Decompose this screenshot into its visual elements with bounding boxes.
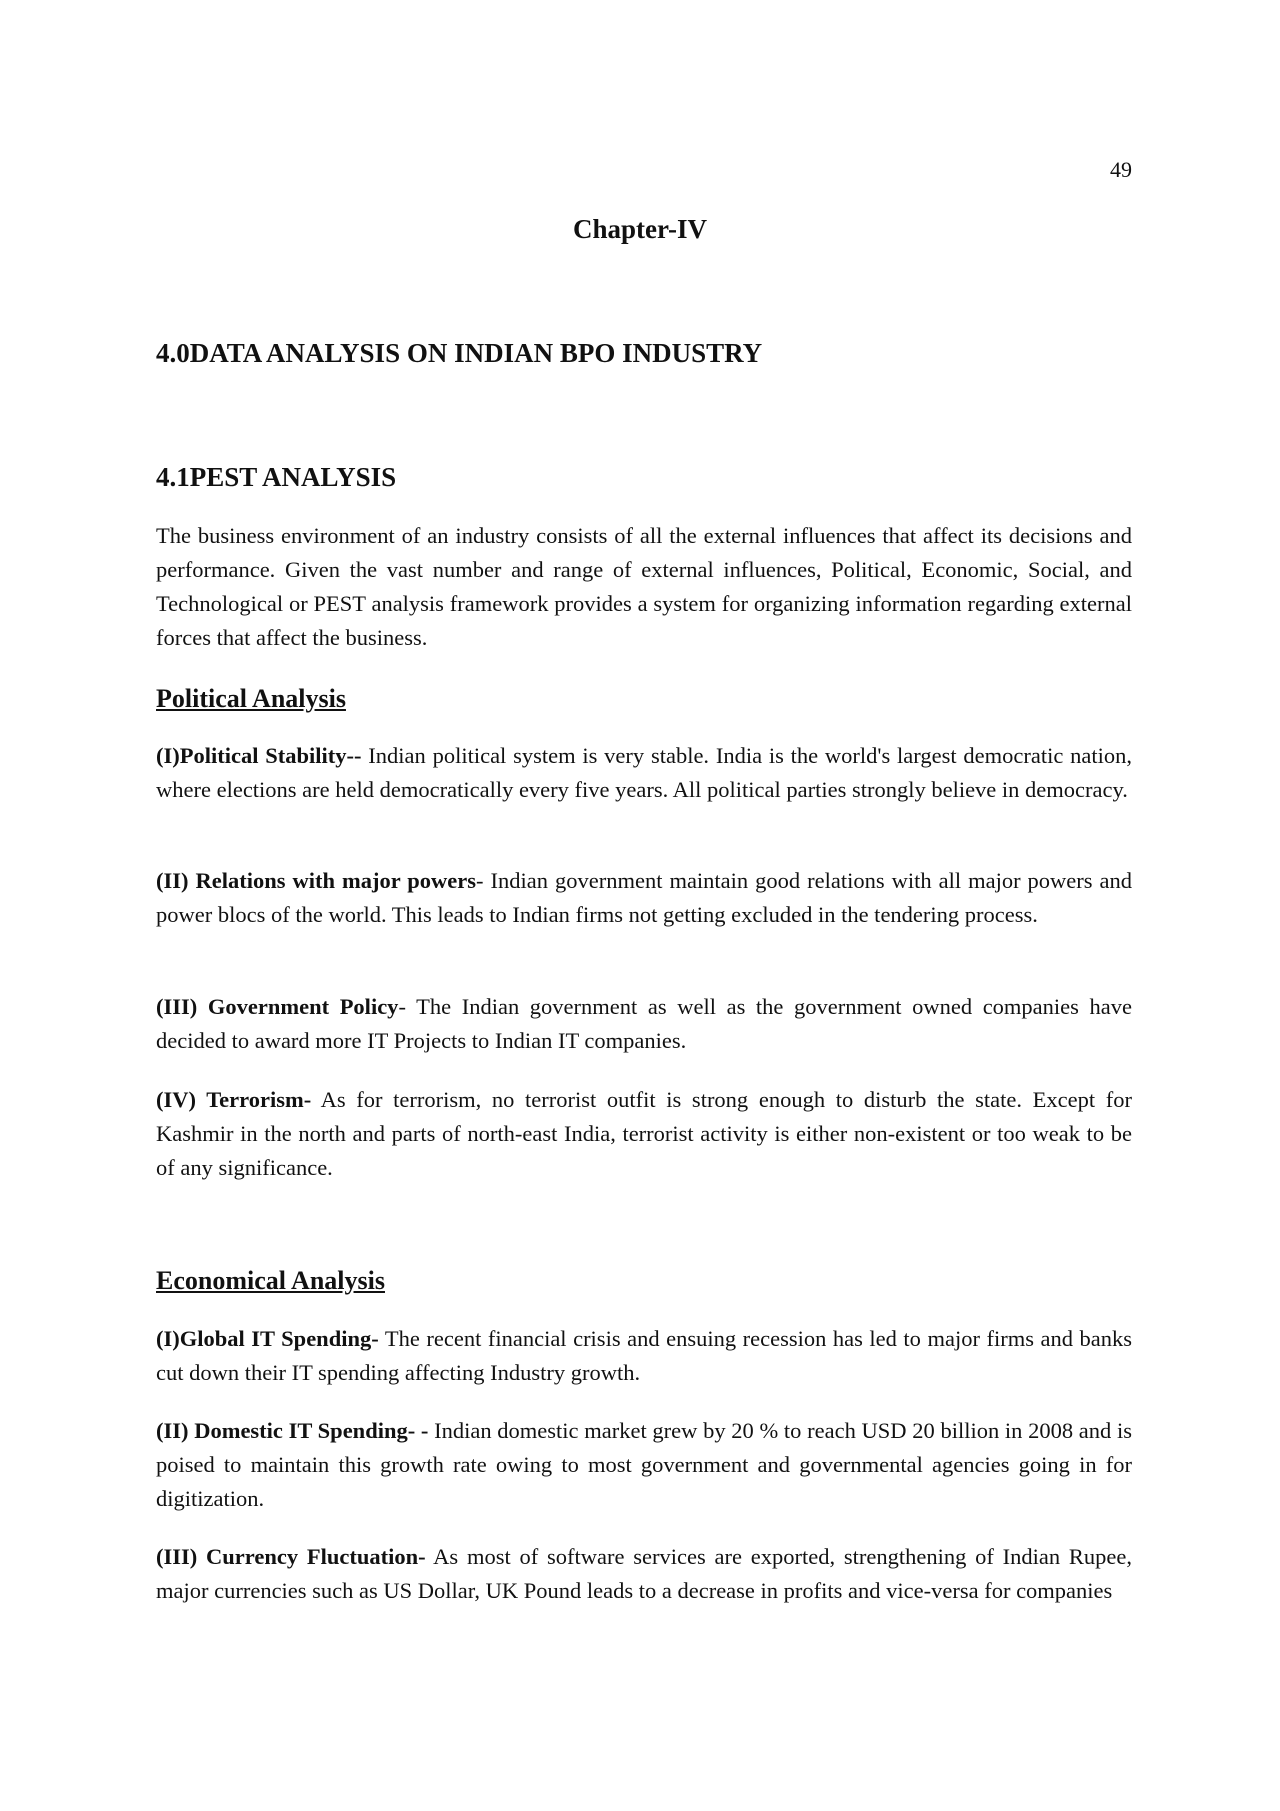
intro-paragraph: The business environment of an industry consists of all the external influences that affect its decisions and performance. Given the vast number and range of external influences, Political, Economic, Social, and Technological or PEST analysis framework provides a system for organizing information regarding external forces that affect the business. xyxy=(156,523,1132,650)
political-item-3 xyxy=(156,990,1132,1058)
political-item-2-label: (II) Relations with major powers xyxy=(156,868,477,893)
economical-item-2-label: (II) Domestic IT Spending- - xyxy=(156,1418,429,1443)
political-item-4-text: As for terrorism, no terrorist outfit is strong enough to disturb the state. Except for Kashmir in the north and parts of north-east India, terrorist activity is either non-existent or too weak to be of any significance. xyxy=(156,1087,1132,1180)
economical-item-3-text: As most of software services are exported, strengthening of Indian Rupee, major currencies such as US Dollar, UK Pound leads to a decrease in profits and vice-versa for companies xyxy=(156,1544,1133,1603)
economical-item-1-text: The recent financial crisis and ensuing recession has led to major firms and banks cut down their IT spending affecting Industry growth. xyxy=(156,1326,1132,1385)
economical-item-2 xyxy=(156,1414,1132,1516)
main-heading: 4.0DATA ANALYSIS ON INDIAN BPO INDUSTRY xyxy=(156,338,763,368)
economical-item-1 xyxy=(156,1322,1132,1390)
political-item-3-label: (III) Government Policy xyxy=(156,994,399,1019)
section-heading: 4.1PEST ANALYSIS xyxy=(156,462,397,492)
political-item-1-text: Indian political system is very stable. India is the world's largest democratic nation, where elections are held democratically every five years. All political parties strongly believe in democracy. xyxy=(156,743,1132,802)
economical-analysis-heading: Economical Analysis xyxy=(156,1266,385,1295)
political-item-2 xyxy=(156,864,1132,932)
political-item-2-text: - Indian government maintain good relations with all major powers and power blocs of the world. This leads to Indian firms not getting excluded in the tendering process. xyxy=(156,868,1133,927)
political-item-4-label: (IV) Terrorism- xyxy=(156,1087,312,1112)
political-item-3-text: - The Indian government as well as the government owned companies have decided to award more IT Projects to Indian IT companies. xyxy=(156,994,1132,1053)
political-item-1-label: (I)Political Stability-- xyxy=(156,743,362,768)
economical-item-3 xyxy=(156,1540,1132,1608)
page-number: 49 xyxy=(1110,157,1132,182)
economical-item-2-text: Indian domestic market grew by 20 % to reach USD 20 billion in 2008 and is poised to maintain this growth rate owing to most government and governmental agencies going in for digitization. xyxy=(156,1418,1133,1511)
political-item-1 xyxy=(156,739,1132,807)
chapter-title: Chapter-IV xyxy=(573,214,707,244)
economical-item-1-label: (I)Global IT Spending- xyxy=(156,1326,379,1351)
economical-item-3-label: (III) Currency Fluctuation- xyxy=(156,1544,426,1569)
political-analysis-heading: Political Analysis xyxy=(156,684,346,713)
political-item-4 xyxy=(156,1083,1132,1185)
